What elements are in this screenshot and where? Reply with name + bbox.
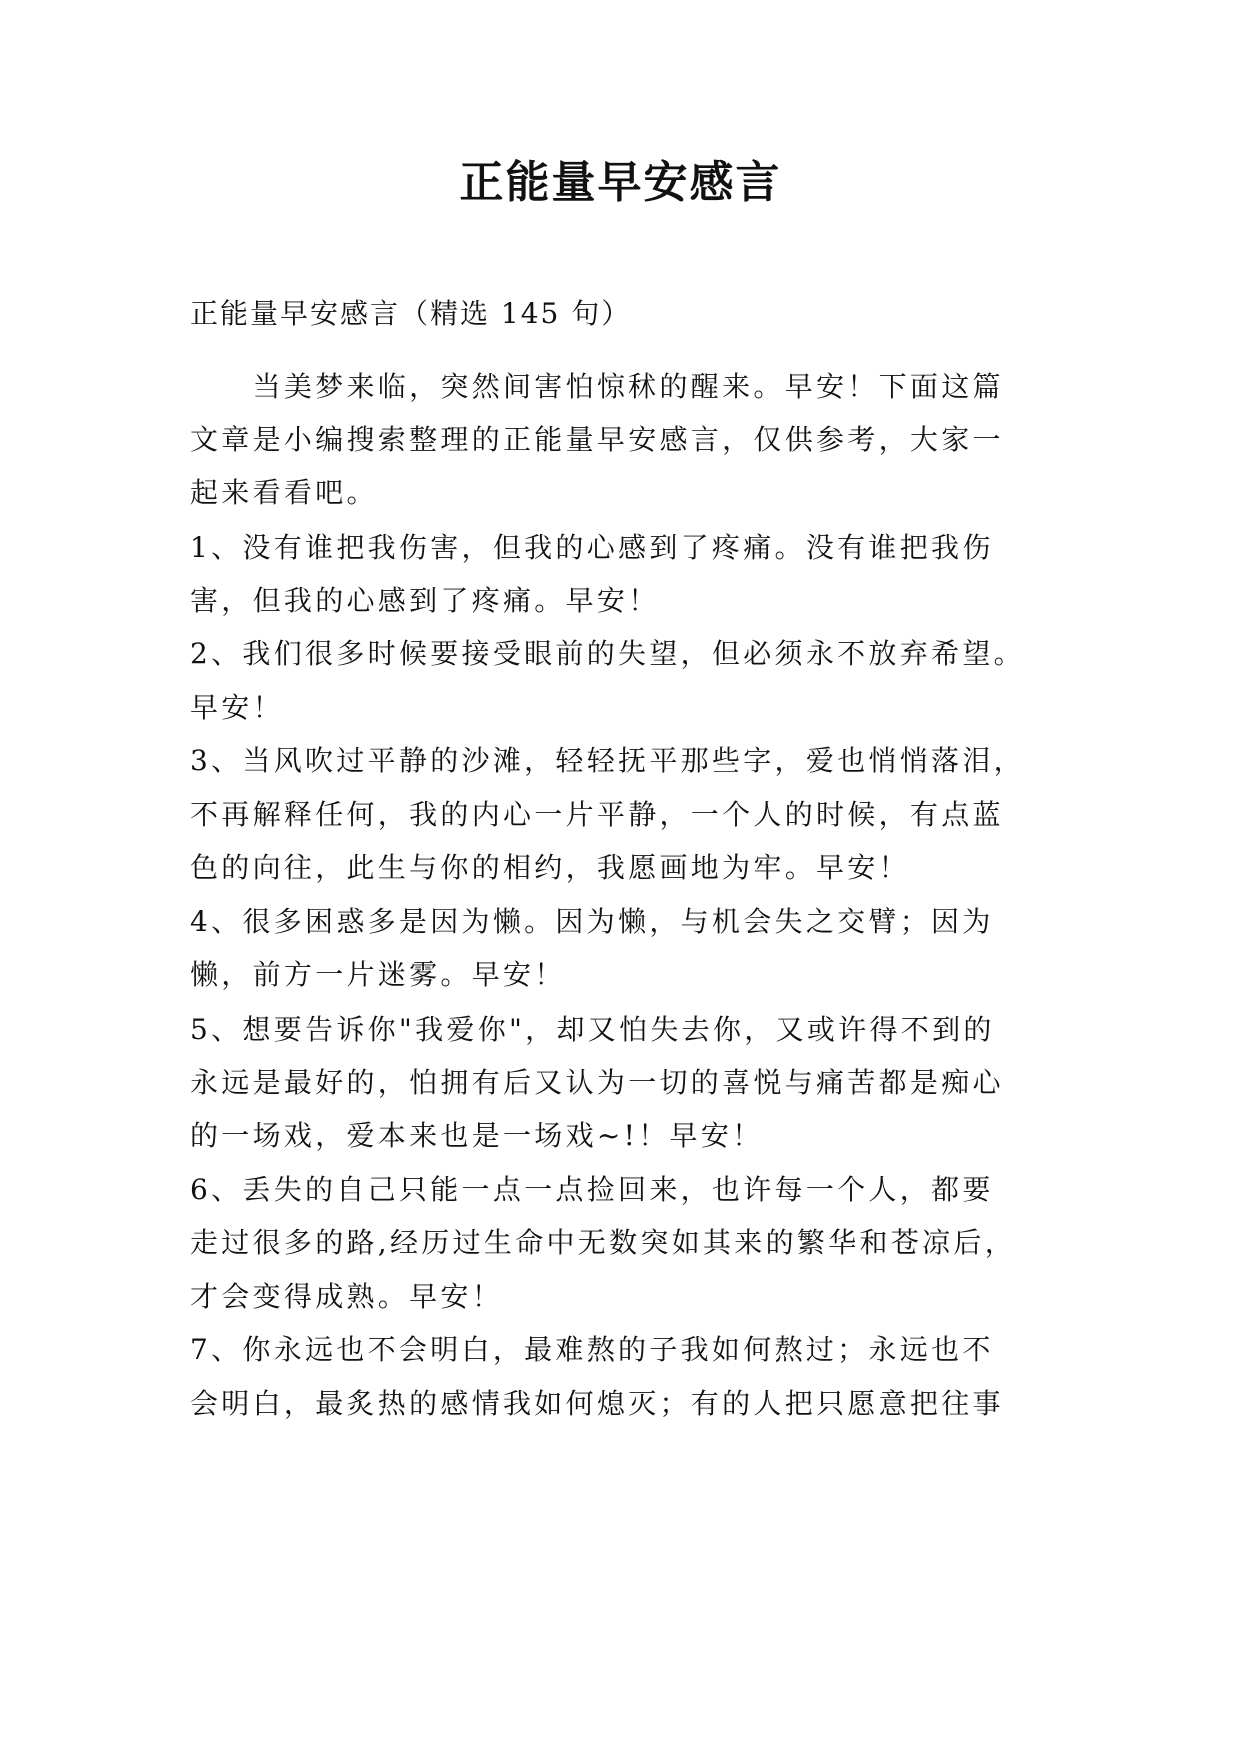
paragraph-line: 当美梦来临，突然间害怕惊秫的醒来。早安！下面这篇 (190, 370, 1004, 403)
paragraph-line: 害，但我的心感到了疼痛。早安！ (190, 584, 660, 617)
paragraph-line: 色的向往，此生与你的相约，我愿画地为牢。早安！ (190, 851, 910, 884)
paragraph-line: 5、想要告诉你"我爱你"，却又怕失去你，又或许得不到的 (190, 1013, 995, 1046)
paragraph-line: 永远是最好的，怕拥有后又认为一切的喜悦与痛苦都是痴心 (190, 1066, 1004, 1099)
paragraph-line: 6、丢失的自己只能一点一点捡回来，也许每一个人，都要 (190, 1173, 994, 1206)
paragraph-line: 1、没有谁把我伤害，但我的心感到了疼痛。没有谁把我伤 (190, 531, 994, 564)
paragraph-line: 早安！ (190, 691, 284, 724)
paragraph-line: 起来看看吧。 (190, 476, 378, 509)
paragraph-line: 才会变得成熟。早安！ (190, 1280, 504, 1313)
document-subtitle: 正能量早安感言（精选 145 句） (190, 297, 632, 330)
paragraph-line: 4、很多困惑多是因为懒。因为懒，与机会失之交臂；因为 (190, 905, 994, 938)
paragraph-line: 文章是小编搜索整理的正能量早安感言，仅供参考，大家一 (190, 423, 1004, 456)
paragraph-line: 懒，前方一片迷雾。早安！ (190, 958, 566, 991)
paragraph-line: 7、你永远也不会明白，最难熬的子我如何熬过；永远也不 (190, 1333, 994, 1366)
document-title: 正能量早安感言 (459, 157, 782, 208)
paragraph-line: 3、当风吹过平静的沙滩，轻轻抚平那些字，爱也悄悄落泪， (190, 744, 1025, 777)
paragraph-line: 走过很多的路,经历过生命中无数突如其来的繁华和苍凉后， (190, 1226, 1017, 1259)
paragraph-line: 2、我们很多时候要接受眼前的失望，但必须永不放弃希望。 (190, 637, 1025, 670)
paragraph-line: 会明白，最炙热的感情我如何熄灭；有的人把只愿意把往事 (190, 1387, 1004, 1420)
paragraph-line: 的一场戏，爱本来也是一场戏~!！早安！ (190, 1119, 764, 1152)
paragraph-line: 不再解释任何，我的内心一片平静，一个人的时候，有点蓝 (190, 798, 1004, 831)
